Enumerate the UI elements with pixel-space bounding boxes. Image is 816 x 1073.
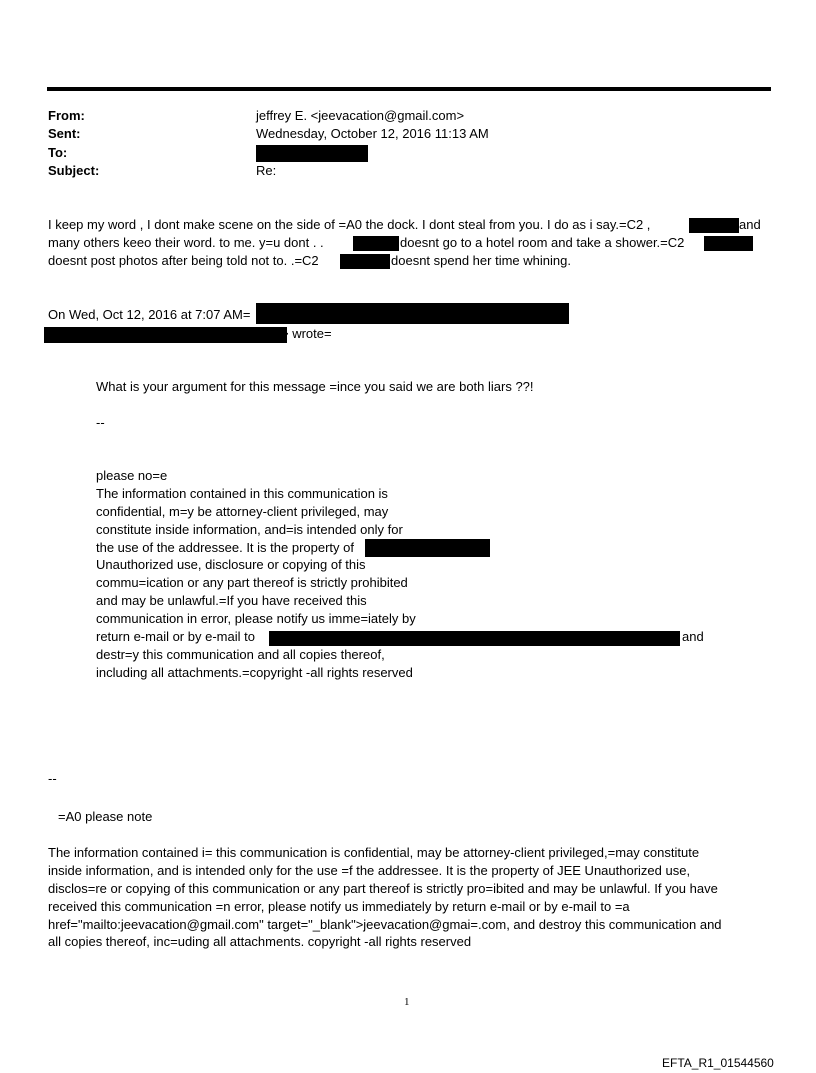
body-line-3-end: doesnt spend her time whining. [391, 253, 571, 268]
body-redaction-4 [340, 254, 390, 269]
body-redaction-1 [689, 218, 739, 233]
quoted-and-word: and [682, 629, 704, 644]
quoted-line: the use of the addressee. It is the property of [96, 540, 354, 555]
page-number: 1 [404, 996, 410, 1008]
quoted-line: please no=e [96, 468, 168, 483]
quoted-sig-separator: -- [96, 415, 105, 430]
signature-line: received this communication =n error, please notify us immediately by return e-mail or by e-mail to =a [48, 899, 630, 914]
quoted-line: destr=y this communication and all copies thereof, [96, 647, 385, 662]
quote-on-line: On Wed, Oct 12, 2016 at 7:07 AM= [48, 307, 251, 322]
body-redaction-3 [704, 236, 753, 251]
quoted-line: Unauthorized use, disclosure or copying of this [96, 557, 366, 572]
signature-line: disclos=re or copying of this communication or any part thereof is strictly pro=ibited and may be unlawful. If you have [48, 881, 718, 896]
signature-line: all copies thereof, inc=uding all attachments. copyright -all rights reserved [48, 934, 472, 949]
to-redaction [256, 145, 368, 162]
signature-line: inside information, and is intended only for the use =f the addressee. It is the property of JEE Unauthorized use, [48, 863, 691, 878]
header-divider [47, 87, 771, 91]
quoted-redaction-property [365, 539, 490, 557]
body-line-1-end: and [739, 217, 761, 232]
quoted-line: commu=ication or any part thereof is strictly prohibited [96, 575, 408, 590]
body-line-2-end: doesnt go to a hotel room and take a shower.=C2 [400, 235, 685, 250]
sent-value: Wednesday, October 12, 2016 11:13 AM [256, 126, 489, 141]
signature-separator: -- [48, 771, 57, 786]
subject-label: Subject: [48, 163, 100, 178]
signature-note: =A0 please note [58, 809, 153, 824]
from-value: jeffrey E. <jeevacation@gmail.com> [256, 108, 465, 123]
document-id: EFTA_R1_01544560 [662, 1056, 774, 1070]
signature-line: The information contained i= this communication is confidential, may be attorney-client privileged,=may constitute [48, 845, 700, 860]
body-line-1: I keep my word , I dont make scene on the side of =A0 the dock. I dont steal from you. I do as i say.=C2 , [48, 217, 651, 232]
quoted-redaction-email [269, 631, 680, 646]
body-line-3: doesnt post photos after being told not to. .=C2 [48, 253, 319, 268]
quoted-line: communication in error, please notify us imme=iately by [96, 611, 416, 626]
quoted-line: including all attachments.=copyright -all rights reserved [96, 665, 413, 680]
signature-line: href="mailto:jeevacation@gmail.com" target="_blank">jeevacation@gmai=.com, and destroy this communication and [48, 917, 722, 932]
from-label: From: [48, 108, 85, 123]
subject-value: Re: [256, 163, 277, 178]
body-redaction-2 [353, 236, 399, 251]
quoted-line: and may be unlawful.=If you have received this [96, 593, 367, 608]
quoted-question: What is your argument for this message =ince you said we are both liars ??! [96, 379, 534, 394]
quoted-line: constitute inside information, and=is intended only for [96, 522, 403, 537]
quoted-line: return e-mail or by e-mail to [96, 629, 255, 644]
to-label: To: [48, 145, 68, 160]
quoted-line: confidential, m=y be attorney-client privileged, may [96, 504, 389, 519]
quote-email-redaction [44, 327, 287, 343]
body-line-2: many others keeo their word. to me. y=u dont . . [48, 235, 324, 250]
quote-wrote: > wrote= [281, 326, 332, 341]
quoted-line: The information contained in this communication is [96, 486, 388, 501]
sent-label: Sent: [48, 126, 81, 141]
quote-sender-redaction [256, 303, 569, 324]
